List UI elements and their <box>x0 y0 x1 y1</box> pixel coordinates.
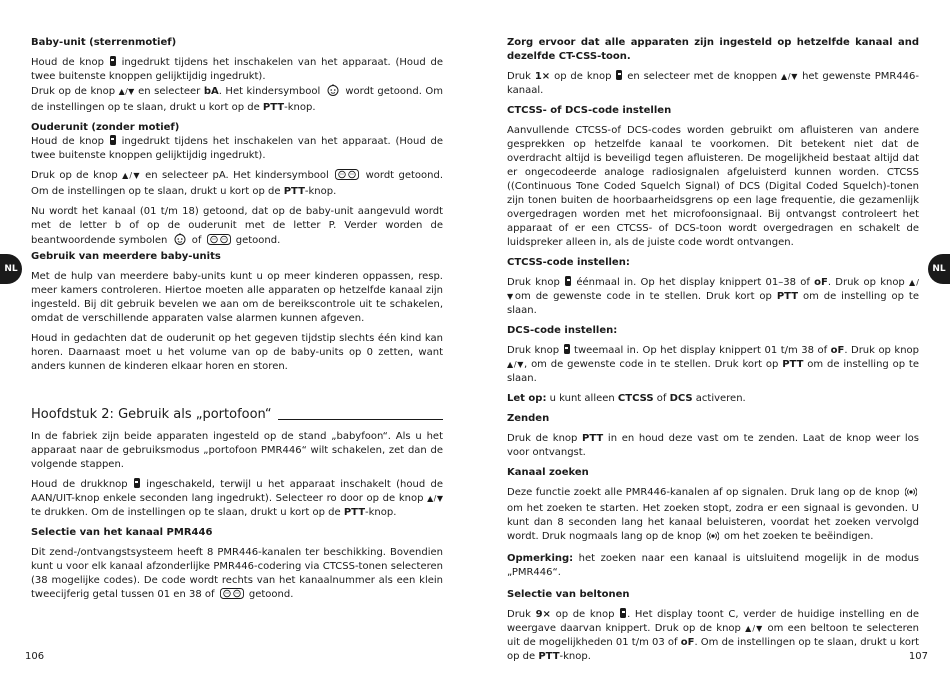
bold-term: oF <box>830 345 845 356</box>
chapter-title: Hoofdstuk 2: Gebruik als „portofoon“ <box>31 406 443 424</box>
paragraph: In de fabriek zijn beide apparaten ingesteld op de stand „babyfoon“. Als u het apparaat naar de gebruiksmodus „portofoon PMR446“ wilt schakelen, zet dan de volgende stappen. <box>31 431 443 470</box>
paragraph: Houd de knop ingedrukt tijdens het inschakelen van het apparaat. (Houd de twee buitenste knoppen gelijktijdig ingedrukt). <box>31 136 443 161</box>
paragraph: Druk 1× op de knop en selecteer met de knoppen ▲/▼ het gewenste PMR446-kanaal. <box>507 71 920 96</box>
paragraph: Druk op de knop ▲/▼ en selecteer bA. Het kindersymbool wordt getoond. Om de instellingen op te slaan, drukt u kort op de PTT-knop. <box>31 86 444 113</box>
section-heading: Zenden <box>507 413 550 424</box>
up-down-arrow-icon: ▲/▼ <box>427 494 443 503</box>
paragraph: Aanvullende CTCSS-of DCS-codes worden gebruikt om afluisteren van andere gesprekken op hetzelfde kanaal te voorkomen. Dit betekent niet dat de overdracht altijd is beveiligd tegen afluisteren. De mogelijkheid bestaat altijd dat er ongecodeerde analoge radiosignalen afgeluisterd kunnen worden. CTCSS ((Continuous Tone Coded Squelch Signal) of DCS (Digital Coded Squelch)-tonen zijn tonen buiten de hoorbaarheidsgrens op een lage frequentie, die gezamenlijk overgedragen worden met het microfoonsignaal. Bij ontvangst controleert het apparaat of er een CTCSS- of DCS-toon wordt overgedragen en schakelt de luidspreker alleen in, als de juiste code wordt ontvangen. <box>507 125 919 248</box>
note: Opmerking: het zoeken naar een kanaal is uitsluitend mogelijk in de modus „PMR446“. <box>507 553 919 578</box>
paragraph: Druk op de knop ▲/▼ en selecteer pA. Het kindersymbool wordt getoond. Om de instellingen op te slaan, drukt u kort op de PTT-knop. <box>31 170 444 197</box>
up-down-arrow-icon: ▲/▼ <box>507 360 525 369</box>
paragraph: Houd in gedachten dat de ouderunit op het gegeven tijdstip slechts één kind kan horen. Daarnaast moet u het volume van op de baby-units op 0 zetten, want anders kunnen de kinderen elkaar horen en storen. <box>31 333 443 372</box>
menu-key-icon <box>616 70 622 80</box>
bold-term: PTT <box>283 186 305 197</box>
menu-key-icon <box>565 276 571 286</box>
section-heading: Zorg ervoor dat alle apparaten zijn ingesteld op hetzelfde kanaal and dezelfde CT-CSS-toon. <box>507 37 919 62</box>
paragraph: Druk knop tweemaal in. Op het display knippert 01 t/m 38 of oF. Druk op knop ▲/▼, om de gewenste code in te stellen. Druk kort op PTT om de instelling op te slaan. <box>507 345 920 384</box>
baby-face-icon <box>326 84 340 101</box>
up-down-arrow-icon: ▲/▼ <box>745 624 764 633</box>
bold-term: Opmerking: <box>507 553 574 564</box>
menu-key-icon <box>620 608 626 618</box>
parents-faces-icon <box>207 234 231 250</box>
menu-key-icon <box>564 344 570 354</box>
bold-term: PTT <box>782 359 804 370</box>
section-heading: CTCSS-code instellen: <box>507 257 630 268</box>
bold-term: PTT <box>343 507 366 518</box>
up-down-arrow-icon: ▲/▼ <box>781 72 799 81</box>
paragraph: Druk de knop PTT in en houd deze vast om te zenden. Laat de knop weer los voor ontvangst. <box>507 433 919 458</box>
bold-term: DCS <box>669 393 693 404</box>
paragraph: Dit zend-/ontvangstsysteem heeft 8 PMR446-kanalen ter beschikking. Bovendien kunt u voor elk kanaal afzonderlijke PMR446-codering via CTCSS-tonen selecteren (38 mogelijke codes). De code wordt rechts van het kanaalnummer als een klein tweecijferig getal tussen 01 en 38 of getoond. <box>31 546 443 604</box>
scan-icon <box>905 487 917 502</box>
up-down-arrow-icon: ▲/▼ <box>122 171 141 180</box>
paragraph: Deze functie zoekt alle PMR446-kanalen af op signalen. Druk lang op de knop om het zoeken te starten. Het zoeken stopt, zodra er een signaal is gevonden. U kunt dan 8 seconden lang het kanaal beluisteren, voordat het zoeken vervolgd wordt. Druk nogmaals lang op de knop om het zoeken te beëindigen. <box>507 486 919 546</box>
left-column <box>31 36 443 604</box>
menu-key-icon <box>110 56 116 66</box>
bold-term: oF <box>814 277 828 288</box>
paragraph: Met de hulp van meerdere baby-units kunt u op meer kinderen oppassen, resp. meer kamers controleren. Hiertoe moeten alle apparaten op hetzelfde kanaal zijn ingesteld. Bij dit gebruik bevelen we aan om de bereikscontrole uit te schakelen, omdat de verschillende apparaten valse alarmen kunnen afgeven. <box>31 271 443 324</box>
title-rule <box>278 419 443 420</box>
bold-term: PTT <box>582 433 604 444</box>
section-heading: Selectie van het kanaal PMR446 <box>31 527 213 538</box>
right-page <box>475 0 950 673</box>
bold-term: PTT <box>262 102 285 113</box>
page-number: 107 <box>908 651 928 662</box>
menu-key-icon <box>110 135 116 145</box>
bold-term: oF <box>680 637 695 648</box>
section-heading: Selectie van beltonen <box>507 589 630 600</box>
bold-term: PTT <box>538 651 560 662</box>
up-down-arrow-icon: ▲/▼ <box>118 87 135 96</box>
bold-term: bA <box>203 86 219 97</box>
scan-icon <box>707 531 719 546</box>
language-tab: NL <box>928 254 950 284</box>
parents-faces-icon <box>335 169 359 185</box>
bold-term: Let op: <box>507 393 547 404</box>
bold-term: PTT <box>776 291 799 302</box>
section-heading: DCS-code instellen: <box>507 325 618 336</box>
section-heading: Gebruik van meerdere baby-units <box>31 251 221 262</box>
menu-key-icon <box>134 478 140 488</box>
section-heading: CTCSS- of DCS-code instellen <box>507 105 672 116</box>
section-heading: Kanaal zoeken <box>507 467 589 478</box>
bold-term: 1× <box>534 71 551 82</box>
page-number: 106 <box>25 651 45 662</box>
paragraph: Nu wordt het kanaal (01 t/m 18) getoond, dat op de baby-unit aangevuld wordt met de letter b of op de ouderunit met de letter P. Verder worden de beantwoordende symbolen of getoond. <box>31 205 443 250</box>
paragraph: Houd de knop ingedrukt tijdens het inschakelen van het apparaat. (Houd de twee buitenste knoppen gelijktijdig ingedrukt). <box>31 57 443 82</box>
paragraph: Druk knop éénmaal in. Op het display knippert 01–38 of oF. Druk op knop ▲/▼om de gewenste code in te stellen. Druk kort op PTT om de instelling op te slaan. <box>507 277 919 316</box>
right-column <box>507 36 919 664</box>
paragraph: Houd de drukknop ingeschakeld, terwijl u het apparaat inschakelt (houd de AAN/UIT-knop enkele seconden lang ingedrukt). Selecteer ro door op de knop ▲/▼ te drukken. Om de instellingen op te slaan, drukt u kort op de PTT-knop. <box>31 479 443 518</box>
paragraph: Druk 9× op de knop . Het display toont C, verder de huidige instelling en de weergave daarvan knippert. Druk op de knop ▲/▼ om een beltoon te selecteren uit de mogelijkheden 01 t/m 03 of oF. Om de instellingen op te slaan, drukt u kort op de PTT-knop. <box>507 609 920 662</box>
section-heading: Baby-unit (sterrenmotief) <box>31 37 177 48</box>
parents-faces-icon <box>220 588 244 604</box>
language-tab: NL <box>0 254 22 284</box>
bold-term: 9× <box>535 609 551 620</box>
section-heading: Ouderunit (zonder motief) <box>31 122 180 133</box>
up-down-arrow-icon: ▲/▼ <box>507 278 919 301</box>
baby-face-icon <box>173 233 187 250</box>
bold-term: CTCSS <box>617 393 654 404</box>
note: Let op: u kunt alleen CTCSS of DCS activeren. <box>507 393 746 404</box>
